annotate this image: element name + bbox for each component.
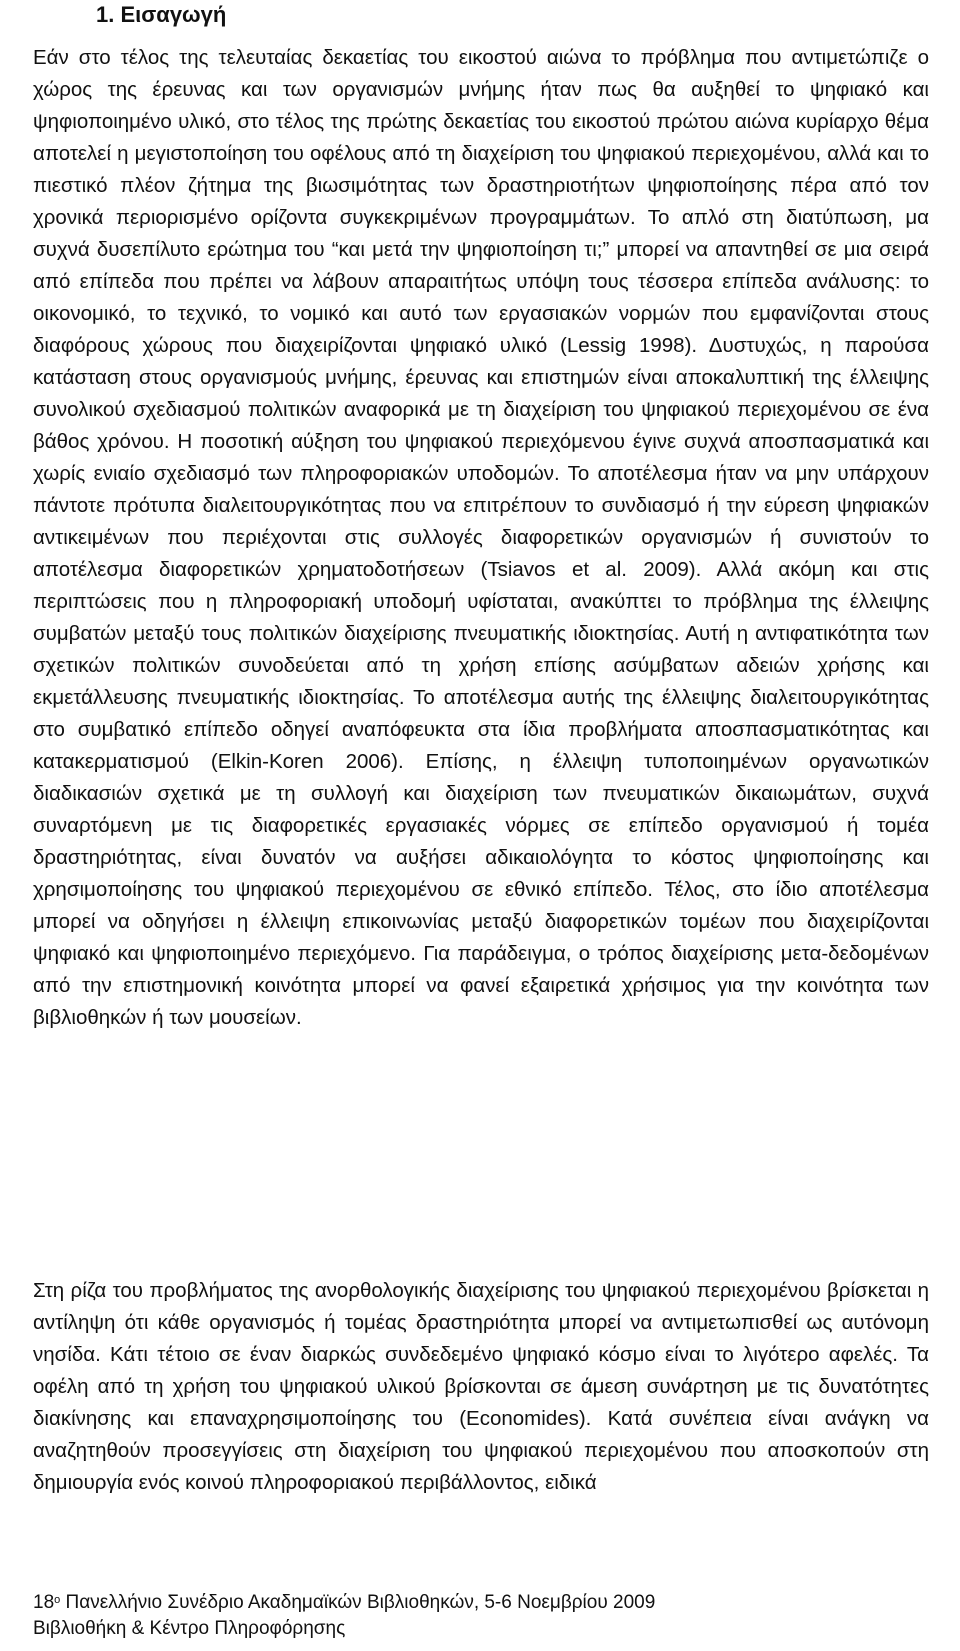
section-heading: 1. Εισαγωγή [96, 2, 227, 27]
footer-conference-text: Πανελλήνιο Συνέδριο Ακαδημαϊκών Βιβλιοθηκών, 5-6 Νοεμβρίου 2009 [60, 1592, 656, 1613]
page-footer [33, 1590, 655, 1642]
paragraph-2: Στη ρίζα του προβλήματος της ανορθολογικής διαχείρισης του ψηφιακού περιεχομένου βρίσκεται η αντίληψη ότι κάθε οργανισμός ή τομέας δραστηριότητα μπορεί να αντιμετωπισθεί ως αυτόνομη νησίδα. Κάτι τέτοιο σε έναν διαρκώς συνδεδεμένο ψηφιακό κόσμο είναι το λιγότερο αφελές. Τα οφέλη από τη χρήση του ψηφιακού υλικού βρίσκονται σε άμεση συνάρτηση με τις δυνατότητες διακίνησης και επαναχρησιμοποίησης του (Economides). Κατά συνέπεια είναι ανάγκη να αναζητηθούν προσεγγίσεις στη διαχείριση του ψηφιακού περιεχομένου που αποσκοπούν στη δημιουργία ενός κοινού πληροφοριακού περιβάλλοντος, ειδικά [33, 1279, 929, 1494]
footer-conference-number: 18 [33, 1592, 55, 1613]
footer-conference-line [33, 1590, 655, 1616]
footer-organization: Βιβλιοθήκη & Κέντρο Πληροφόρησης [33, 1618, 346, 1639]
paragraph-1: Εάν στο τέλος της τελευταίας δεκαετίας του εικοστού αιώνα το πρόβλημα που αντιμετώπιζε ο χώρος της έρευνας και των οργανισμών μνήμης ήταν πως θα αυξηθεί το ψηφιακό και ψηφιοποιημένο υλικό, στο τέλος της πρώτης δεκαετίας του εικοστού πρώτου αιώνα κυρίαρχο θέμα αποτελεί η μεγιστοποίηση του οφέλους από τη διαχείριση του ψηφιακού περιεχομένου, αλλά και το πιεστικό πλέον ζήτημα της βιωσιμότητας των δραστηριοτήτων ψηφιοποίησης πέρα από τον χρονικά περιορισμένο ορίζοντα συγκεκριμένων προγραμμάτων. Το απλό στη διατύπωση, μα συχνά δυσεπίλυτο ερώτημα του “και μετά την ψηφιοποίηση τι;” μπορεί να απαντηθεί σε μια σειρά από επίπεδα που πρέπει να λάβουν απαραιτήτως υπόψη τους τέσσερα επίπεδα ανάλυσης: το οικονομικό, το τεχνικό, το νομικό και αυτό των εργασιακών νορμών που εμφανίζονται στους διαφόρους χώρους που διαχειρίζονται ψηφιακό υλικό (Lessig 1998). Δυστυχώς, η παρούσα κατάσταση στους οργανισμούς μνήμης, έρευνας και επιστημών είναι αποκαλυπτική της έλλειψης συνολικού σχεδιασμού πολιτικών αναφορικά με τη διαχείριση του ψηφιακού περιεχομένου σε ένα βάθος χρόνου. Η ποσοτική αύξηση του ψηφιακού περιεχόμενου έγινε συχνά αποσπασματικά και χωρίς ενιαίο σχεδιασμό των πληροφοριακών υποδομών. Το αποτέλεσμα ήταν να μην υπάρχουν πάντοτε πρότυπα διαλειτουργικότητας που να επιτρέπουν το συνδιασμό ή την εύρεση ψηφιακών αντικειμένων που περιέχονται στις συλλογές διαφορετικών οργανισμών ή συνιστούν το αποτέλεσμα διαφορετικών χρηματοδοτήσεων (Tsiavos et al. 2009). Αλλά ακόμη και στις περιπτώσεις που η πληροφοριακή υποδομή υφίσταται, ανακύπτει το πρόβλημα της έλλειψης συμβατών μεταξύ τους πολιτικών διαχείρισης πνευματικής ιδιοκτησίας. Αυτή η αντιφατικότητα των σχετικών πολιτικών συνοδεύεται από τη χρήση επίσης ασύμβατων αδειών χρήσης και εκμετάλλευσης πνευματικής ιδιοκτησίας. Το αποτέλεσμα αυτής της έλλειψης διαλειτουργικότητας στο συμβατικό επίπεδο οδηγεί αναπόφευκτα στα ίδια προβλήματα αποσπασματικότητας και κατακερματισμού (Elkin-Koren 2006). Επίσης, η έλλειψη τυποποιημένων οργανωτικών διαδικασιών σχετικά με τη συλλογή και διαχείριση των πνευματικών δικαιωμάτων, συχνά συναρτόμενη με τις διαφορετικές εργασιακές νόρμες σε επίπεδο οργανισμού ή τομέα δραστηριότητας, είναι δυνατόν να αυξήσει αδικαιολόγητα το κόστος ψηφιοποίησης και χρησιμοποίησης του ψηφιακού περιεχομένου σε εθνικό επίπεδο. Τέλος, στο ίδιο αποτέλεσμα μπορεί να οδηγήσει η έλλειψη επικοινωνίας μεταξύ διαφορετικών τομέων που διαχειρίζονται ψηφιακό και ψηφιοποιημένο περιεχόμενο. Για παράδειγμα, ο τρόπος διαχείρισης μετα-δεδομένων από την επιστημονική κοινότητα μπορεί να φανεί εξαιρετικά χρήσιμος για την κοινότητα των βιβλιοθηκών ή των μουσείων. [33, 46, 929, 1029]
footer-ordinal-suffix: ο [54, 1594, 61, 1606]
